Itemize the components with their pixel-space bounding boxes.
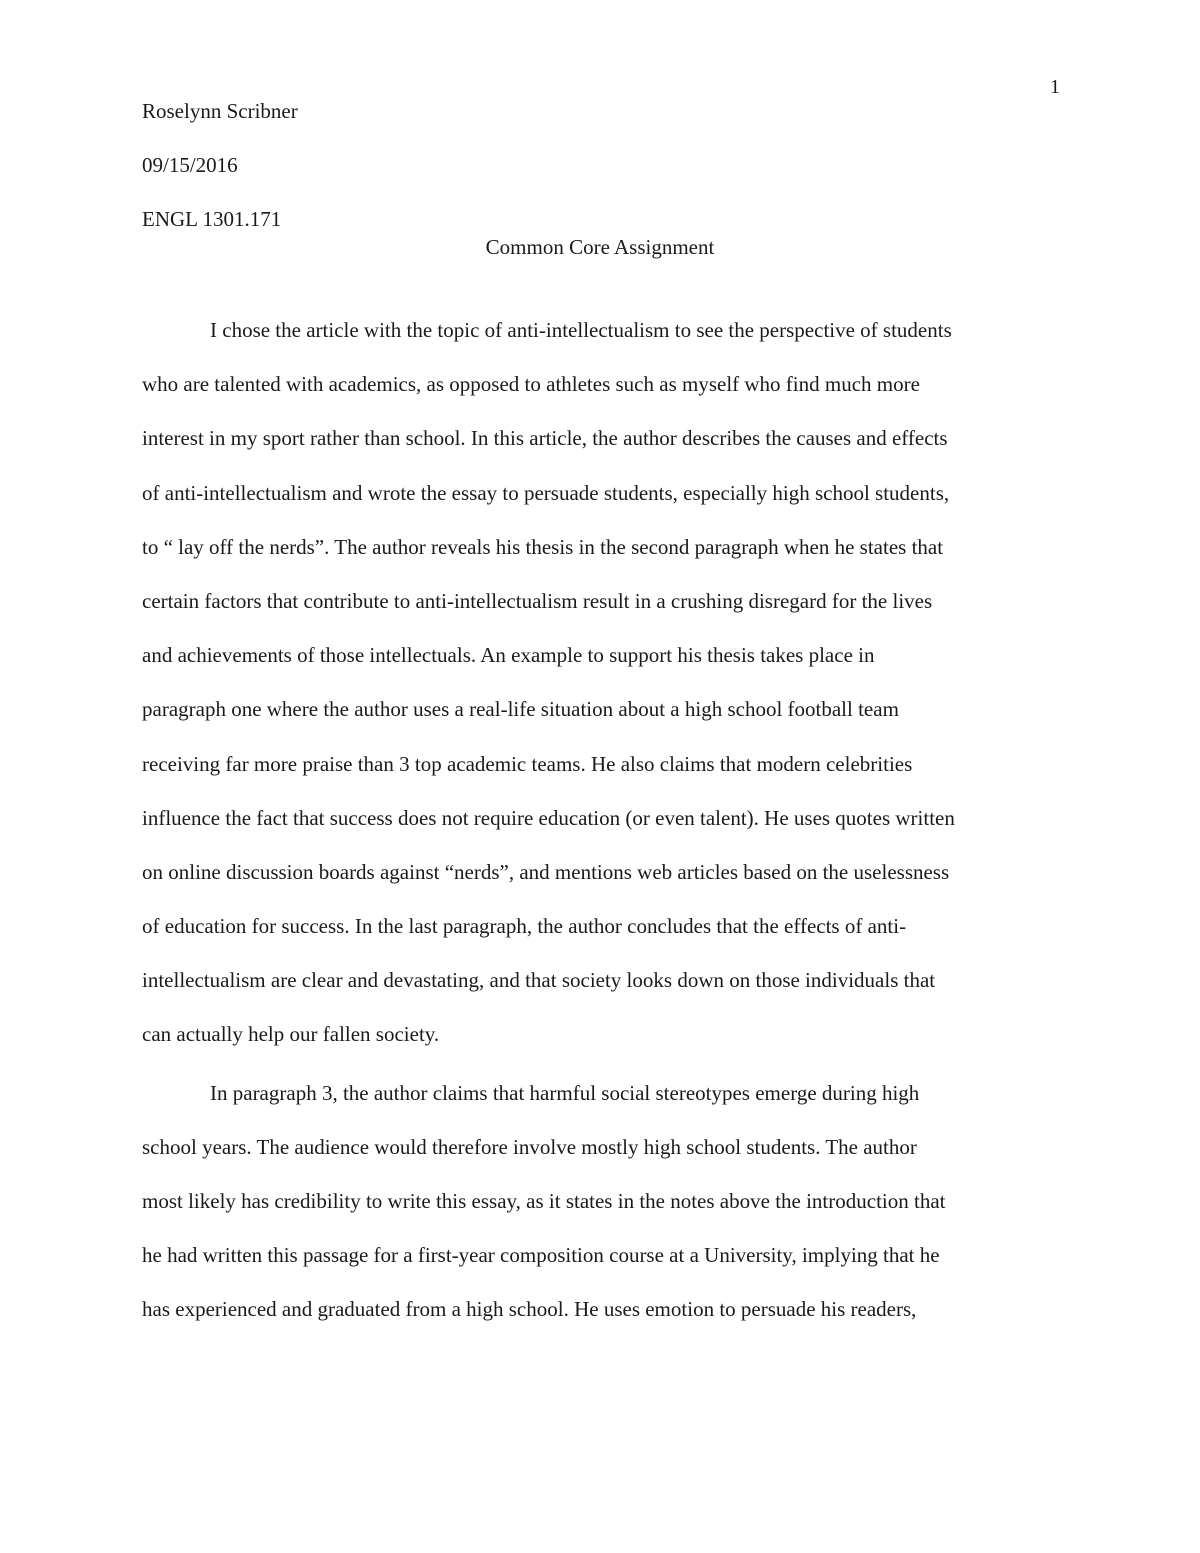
essay-body — [142, 303, 1060, 1337]
essay-title: Common Core Assignment — [485, 235, 715, 259]
paragraph-line: I chose the article with the topic of anti-intellectualism to see the perspective of students — [210, 318, 952, 342]
paragraph-line: to “ lay off the nerds”. The author reveals his thesis in the second paragraph when he states that — [142, 534, 944, 559]
paragraph-line: certain factors that contribute to anti-intellectualism result in a crushing disregard for the lives — [142, 588, 933, 613]
paragraph-2 — [142, 1066, 1060, 1337]
paragraph-line: school years. The audience would therefore involve mostly high school students. The author — [142, 1134, 917, 1159]
date: 09/15/2016 — [142, 153, 238, 177]
paragraph-line: of education for success. In the last paragraph, the author concludes that the effects of anti- — [142, 914, 907, 939]
paragraph-line: on online discussion boards against “nerds”, and mentions web articles based on the uselessness — [142, 859, 950, 884]
course-code: ENGL 1301.171 — [142, 207, 282, 231]
author-name: Roselynn Scribner — [142, 99, 298, 123]
paragraph-line: and achievements of those intellectuals. An example to support his thesis takes place in — [142, 643, 875, 668]
paragraph-line: who are talented with academics, as opposed to athletes such as myself who find much more — [142, 372, 920, 397]
paragraph-1 — [142, 303, 1060, 1062]
paragraph-line: intellectualism are clear and devastating, and that society looks down on those individuals that — [142, 968, 936, 993]
paragraph-line: he had written this passage for a first-year composition course at a University, implying that he — [142, 1243, 940, 1268]
paragraph-line: influence the fact that success does not require education (or even talent). He uses quotes written — [142, 805, 955, 830]
paragraph-line: of anti-intellectualism and wrote the essay to persuade students, especially high school students, — [142, 480, 950, 505]
paragraph-line: interest in my sport rather than school. In this article, the author describes the causes and effects — [142, 426, 948, 451]
paragraph-line: In paragraph 3, the author claims that harmful social stereotypes emerge during high — [210, 1080, 920, 1105]
paragraph-line: can actually help our fallen society. — [142, 1022, 440, 1047]
paragraph-line: has experienced and graduated from a high school. He uses emotion to persuade his readers, — [142, 1297, 917, 1322]
paragraph-line: paragraph one where the author uses a real-life situation about a high school football team — [142, 697, 899, 722]
page-number: 1 — [1050, 76, 1060, 98]
paragraph-line: receiving far more praise than 3 top academic teams. He also claims that modern celebrities — [142, 751, 913, 776]
paragraph-line: most likely has credibility to write this essay, as it states in the notes above the introduction that — [142, 1189, 946, 1213]
